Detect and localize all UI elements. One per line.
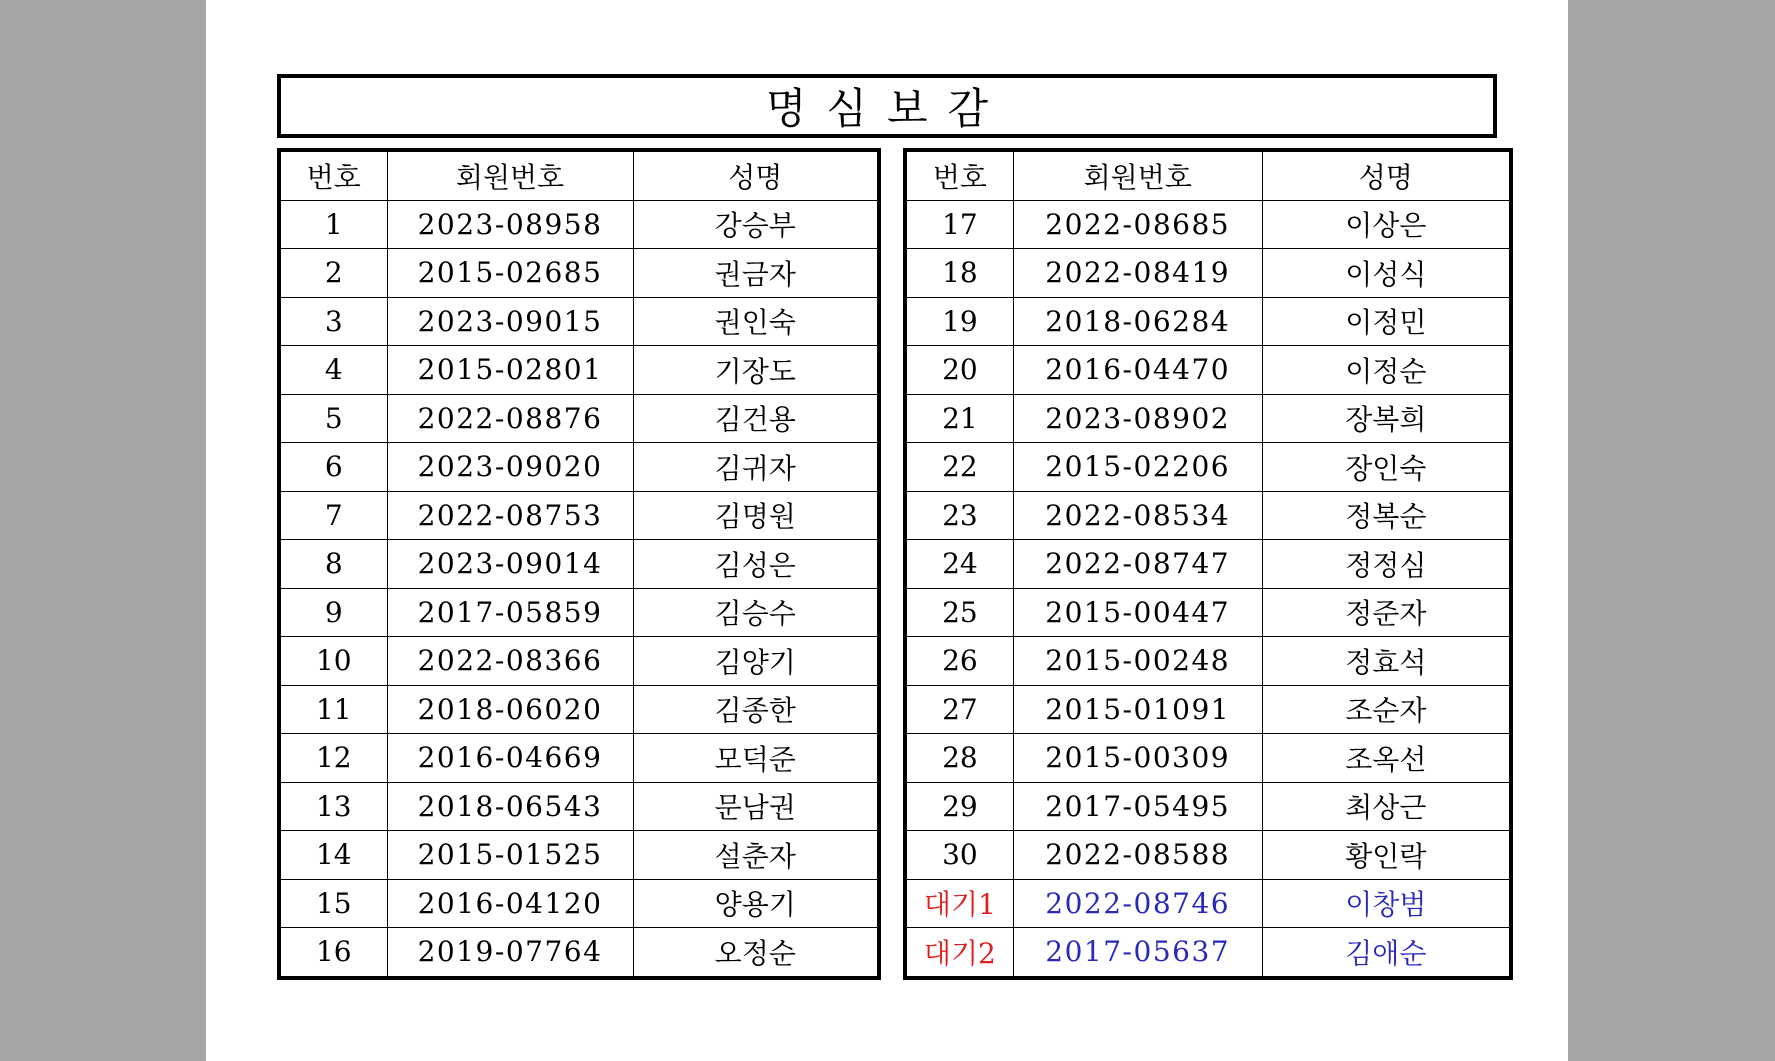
row-number: 14 (279, 831, 387, 880)
member-id-cell: 2015-02685 (387, 249, 633, 298)
header-name: 성명 (1262, 150, 1511, 200)
member-id-cell: 2015-00248 (1013, 637, 1262, 686)
table-row (279, 879, 879, 928)
table-row (279, 443, 879, 492)
member-id-cell: 2022-08366 (387, 637, 633, 686)
table-row (279, 734, 879, 783)
member-id-cell: 2018-06284 (1013, 297, 1262, 346)
table-row (279, 346, 879, 395)
table-row (905, 734, 1511, 783)
roster-table-left (277, 148, 881, 980)
member-name-cell: 김양기 (633, 637, 879, 686)
member-id-cell: 2023-09014 (387, 540, 633, 589)
member-id-cell: 2015-01091 (1013, 685, 1262, 734)
row-number: 8 (279, 540, 387, 589)
row-number: 19 (905, 297, 1013, 346)
row-number: 대기1 (905, 879, 1013, 928)
member-id-cell: 2023-09020 (387, 443, 633, 492)
member-name-cell: 이정순 (1262, 346, 1511, 395)
row-number: 9 (279, 588, 387, 637)
table-row (905, 200, 1511, 249)
row-number: 12 (279, 734, 387, 783)
member-name-cell: 장인숙 (1262, 443, 1511, 492)
row-number: 2 (279, 249, 387, 298)
member-name-cell: 김귀자 (633, 443, 879, 492)
member-id-cell: 2015-00447 (1013, 588, 1262, 637)
member-name-cell: 기장도 (633, 346, 879, 395)
member-name-cell: 조옥선 (1262, 734, 1511, 783)
header-row (905, 150, 1511, 200)
member-id-cell: 2023-09015 (387, 297, 633, 346)
table-row (279, 782, 879, 831)
document-page (206, 0, 1568, 1061)
table-row (279, 249, 879, 298)
member-id-cell: 2017-05859 (387, 588, 633, 637)
row-number: 29 (905, 782, 1013, 831)
member-name-cell: 김승수 (633, 588, 879, 637)
member-name-cell: 양용기 (633, 879, 879, 928)
member-id-cell: 2015-02206 (1013, 443, 1262, 492)
member-name-cell: 이정민 (1262, 297, 1511, 346)
table-row (905, 637, 1511, 686)
row-number: 26 (905, 637, 1013, 686)
member-id-cell: 2023-08958 (387, 200, 633, 249)
row-number: 5 (279, 394, 387, 443)
member-id-cell: 2018-06543 (387, 782, 633, 831)
table-row (905, 491, 1511, 540)
table-row (905, 540, 1511, 589)
header-no: 번호 (905, 150, 1013, 200)
row-number: 10 (279, 637, 387, 686)
table-row (279, 928, 879, 978)
member-name-cell: 정효석 (1262, 637, 1511, 686)
header-member-id: 회원번호 (1013, 150, 1262, 200)
member-name-cell: 장복희 (1262, 394, 1511, 443)
row-number: 28 (905, 734, 1013, 783)
table-row (905, 879, 1511, 928)
member-name-cell: 황인락 (1262, 831, 1511, 880)
header-name: 성명 (633, 150, 879, 200)
member-name-cell: 문남권 (633, 782, 879, 831)
row-number: 21 (905, 394, 1013, 443)
member-name-cell: 조순자 (1262, 685, 1511, 734)
member-id-cell: 2022-08747 (1013, 540, 1262, 589)
row-number: 23 (905, 491, 1013, 540)
member-id-cell: 2017-05637 (1013, 928, 1262, 978)
row-number: 22 (905, 443, 1013, 492)
header-no: 번호 (279, 150, 387, 200)
row-number: 24 (905, 540, 1013, 589)
table-row (905, 588, 1511, 637)
row-number: 대기2 (905, 928, 1013, 978)
member-id-cell: 2015-00309 (1013, 734, 1262, 783)
member-name-cell: 설춘자 (633, 831, 879, 880)
member-id-cell: 2017-05495 (1013, 782, 1262, 831)
row-number: 7 (279, 491, 387, 540)
table-row (279, 297, 879, 346)
member-id-cell: 2016-04669 (387, 734, 633, 783)
table-row (905, 782, 1511, 831)
table-row (279, 588, 879, 637)
member-id-cell: 2016-04120 (387, 879, 633, 928)
member-id-cell: 2015-01525 (387, 831, 633, 880)
member-id-cell: 2022-08746 (1013, 879, 1262, 928)
row-number: 17 (905, 200, 1013, 249)
member-name-cell: 강승부 (633, 200, 879, 249)
row-number: 30 (905, 831, 1013, 880)
row-number: 13 (279, 782, 387, 831)
member-name-cell: 최상근 (1262, 782, 1511, 831)
member-id-cell: 2019-07764 (387, 928, 633, 978)
row-number: 1 (279, 200, 387, 249)
table-row (905, 685, 1511, 734)
table-row (279, 685, 879, 734)
row-number: 27 (905, 685, 1013, 734)
row-number: 18 (905, 249, 1013, 298)
member-name-cell: 모덕준 (633, 734, 879, 783)
table-row (905, 928, 1511, 978)
row-number: 20 (905, 346, 1013, 395)
row-number: 15 (279, 879, 387, 928)
member-name-cell: 김종한 (633, 685, 879, 734)
header-row (279, 150, 879, 200)
member-id-cell: 2022-08419 (1013, 249, 1262, 298)
member-name-cell: 이상은 (1262, 200, 1511, 249)
table-row (905, 249, 1511, 298)
table-row (279, 831, 879, 880)
table-row (279, 637, 879, 686)
member-id-cell: 2022-08876 (387, 394, 633, 443)
member-name-cell: 오정순 (633, 928, 879, 978)
member-name-cell: 이성식 (1262, 249, 1511, 298)
member-name-cell: 정준자 (1262, 588, 1511, 637)
row-number: 11 (279, 685, 387, 734)
row-number: 3 (279, 297, 387, 346)
table-row (905, 443, 1511, 492)
row-number: 6 (279, 443, 387, 492)
member-id-cell: 2018-06020 (387, 685, 633, 734)
row-number: 16 (279, 928, 387, 978)
table-row (905, 394, 1511, 443)
member-name-cell: 권금자 (633, 249, 879, 298)
table-row (279, 491, 879, 540)
member-name-cell: 김건용 (633, 394, 879, 443)
member-id-cell: 2022-08534 (1013, 491, 1262, 540)
header-member-id: 회원번호 (387, 150, 633, 200)
document-title: 명심보감 (277, 74, 1497, 138)
member-id-cell: 2022-08685 (1013, 200, 1262, 249)
member-id-cell: 2016-04470 (1013, 346, 1262, 395)
row-number: 4 (279, 346, 387, 395)
member-name-cell: 정정심 (1262, 540, 1511, 589)
member-name-cell: 김애순 (1262, 928, 1511, 978)
table-row (905, 831, 1511, 880)
member-name-cell: 김성은 (633, 540, 879, 589)
roster-table-right (903, 148, 1513, 980)
table-row (905, 346, 1511, 395)
table-row (905, 297, 1511, 346)
member-id-cell: 2023-08902 (1013, 394, 1262, 443)
row-number: 25 (905, 588, 1013, 637)
table-row (279, 394, 879, 443)
member-name-cell: 정복순 (1262, 491, 1511, 540)
member-id-cell: 2022-08588 (1013, 831, 1262, 880)
member-name-cell: 이창범 (1262, 879, 1511, 928)
member-name-cell: 김명원 (633, 491, 879, 540)
table-row (279, 200, 879, 249)
table-row (279, 540, 879, 589)
member-name-cell: 권인숙 (633, 297, 879, 346)
member-id-cell: 2022-08753 (387, 491, 633, 540)
member-id-cell: 2015-02801 (387, 346, 633, 395)
